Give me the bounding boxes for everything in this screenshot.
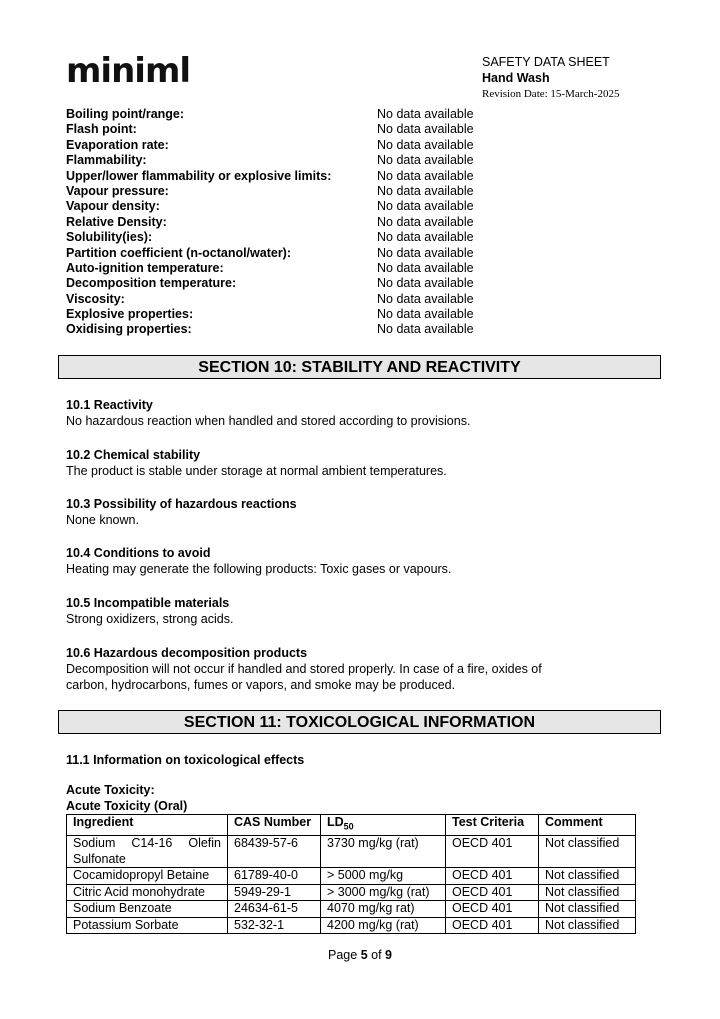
property-value: No data available [377, 168, 474, 183]
property-value: No data available [377, 307, 474, 322]
property-value: No data available [377, 230, 474, 245]
property-name: Flash point: [66, 122, 137, 137]
page-word: Page [328, 948, 358, 962]
property-name: Relative Density: [66, 214, 167, 229]
cell-comment: Not classified [539, 901, 636, 918]
subsection-10-6 [66, 645, 646, 693]
table-row [67, 917, 636, 934]
property-value: No data available [377, 137, 474, 152]
cell-test-criteria: OECD 401 [446, 901, 539, 918]
cell-comment: Not classified [539, 917, 636, 934]
col-ingredient: Ingredient [67, 815, 228, 836]
property-row [66, 246, 626, 261]
revision-date: Revision Date: 15-March-2025 [482, 88, 620, 100]
logo-text: miniml [66, 51, 191, 91]
cell-comment: Not classified [539, 868, 636, 885]
cell-test-criteria: OECD 401 [446, 917, 539, 934]
cell-ld50: 4070 mg/kg rat) [321, 901, 446, 918]
page-footer [0, 948, 720, 962]
property-row [66, 215, 626, 230]
property-name: Boiling point/range: [66, 107, 185, 121]
subsection-text: Decomposition will not occur if handled and stored properly. In case of a fire, oxides of [66, 662, 542, 676]
subsection-text: carbon, hydrocarbons, fumes or vapors, and smoke may be produced. [66, 678, 456, 692]
property-row [66, 184, 626, 199]
property-value: No data available [377, 153, 474, 168]
property-row [66, 107, 626, 122]
cell-cas: 24634-61-5 [228, 901, 321, 918]
section-11-title: SECTION 11: TOXICOLOGICAL INFORMATION [58, 710, 661, 734]
property-row [66, 276, 626, 291]
property-name: Solubility(ies): [66, 230, 153, 245]
property-row [66, 169, 626, 184]
document-header [482, 54, 619, 102]
subsection-10-4 [66, 545, 646, 577]
property-name: Flammability: [66, 153, 147, 168]
subsection-text: None known. [66, 513, 139, 527]
property-name: Auto-ignition temperature: [66, 260, 224, 275]
col-cas: CAS Number [228, 815, 321, 836]
col-ld50 [321, 815, 446, 836]
cell-comment: Not classified [539, 836, 636, 868]
ingredient-line: Sodium Benzoate [73, 901, 172, 915]
ingredient-line: Citric Acid monohydrate [73, 884, 206, 899]
col-test-criteria: Test Criteria [446, 815, 539, 836]
property-value: No data available [377, 260, 474, 275]
doc-type: SAFETY DATA SHEET [482, 55, 610, 69]
table-row [67, 836, 636, 868]
property-row [66, 122, 626, 137]
cell-ld50: > 3000 mg/kg (rat) [321, 884, 446, 901]
subsection-heading: 11.1 Information on toxicological effects [66, 753, 305, 767]
ingredient-line: Sodium C14-16 Olefin [73, 836, 221, 850]
property-value: No data available [377, 214, 474, 229]
acute-toxicity-table [66, 814, 636, 934]
table-header-row [67, 815, 636, 836]
property-name: Vapour density: [66, 199, 160, 214]
subsection-10-5 [66, 595, 646, 627]
property-value: No data available [377, 291, 474, 306]
property-value: No data available [377, 183, 474, 198]
property-row [66, 322, 626, 337]
property-row [66, 138, 626, 153]
ld-label: LD [327, 815, 344, 829]
property-row [66, 153, 626, 168]
cell-cas: 5949-29-1 [228, 884, 321, 901]
ingredient-line: Cocamidopropyl Betaine [73, 868, 210, 882]
cell-cas: 532-32-1 [228, 917, 321, 934]
property-name: Decomposition temperature: [66, 276, 237, 291]
table-row [67, 868, 636, 885]
product-name: Hand Wash [482, 71, 550, 85]
property-row [66, 307, 626, 322]
subsection-text: Strong oxidizers, strong acids. [66, 612, 234, 626]
property-value: No data available [377, 322, 474, 337]
page-total: 9 [385, 948, 392, 962]
cell-comment: Not classified [539, 884, 636, 901]
miniml-logo [66, 50, 191, 92]
cell-ingredient [67, 884, 228, 901]
subsection-text: Heating may generate the following products: Toxic gases or vapours. [66, 562, 452, 576]
cell-ld50: 4200 mg/kg (rat) [321, 917, 446, 934]
subsection-10-1 [66, 397, 646, 429]
property-value: No data available [377, 107, 474, 121]
table-row [67, 884, 636, 901]
property-value: No data available [377, 245, 474, 260]
subsection-heading: 10.1 Reactivity [66, 398, 153, 412]
property-name: Evaporation rate: [66, 137, 169, 152]
acute-toxicity [66, 782, 646, 814]
col-comment: Comment [539, 815, 636, 836]
subsection-heading: 10.2 Chemical stability [66, 448, 201, 462]
ingredient-line: Potassium Sorbate [73, 917, 179, 932]
property-row [66, 230, 626, 245]
subsection-heading: 10.6 Hazardous decomposition products [66, 646, 308, 660]
cell-ld50: 3730 mg/kg (rat) [321, 836, 446, 868]
property-row [66, 199, 626, 214]
ld-subscript: 50 [343, 821, 354, 832]
property-row [66, 292, 626, 307]
acute-toxicity-heading: Acute Toxicity: [66, 783, 155, 797]
cell-test-criteria: OECD 401 [446, 836, 539, 868]
cell-test-criteria: OECD 401 [446, 884, 539, 901]
subsection-heading: 10.3 Possibility of hazardous reactions [66, 497, 297, 511]
property-name: Explosive properties: [66, 307, 194, 322]
table-body [67, 836, 636, 934]
property-value: No data available [377, 122, 474, 137]
subsection-heading: 10.5 Incompatible materials [66, 596, 230, 610]
acute-oral-heading: Acute Toxicity (Oral) [66, 799, 188, 813]
property-name: Oxidising properties: [66, 322, 192, 337]
toxicological-info [66, 752, 646, 768]
cell-ld50: > 5000 mg/kg [321, 868, 446, 885]
subsection-10-3 [66, 496, 646, 528]
property-name: Vapour pressure: [66, 183, 169, 198]
cell-ingredient [67, 901, 228, 918]
cell-ingredient [67, 868, 228, 885]
cell-cas: 61789-40-0 [228, 868, 321, 885]
property-row [66, 261, 626, 276]
property-value: No data available [377, 199, 474, 214]
cell-test-criteria: OECD 401 [446, 868, 539, 885]
cell-cas: 68439-57-6 [228, 836, 321, 868]
subsection-text: No hazardous reaction when handled and stored according to provisions. [66, 414, 471, 428]
subsection-text: The product is stable under storage at normal ambient temperatures. [66, 464, 447, 478]
cell-ingredient [67, 917, 228, 934]
physical-properties-list [66, 107, 626, 338]
property-value: No data available [377, 276, 474, 291]
section-10-title: SECTION 10: STABILITY AND REACTIVITY [58, 355, 661, 379]
subsection-10-2 [66, 447, 646, 479]
cell-ingredient [67, 836, 228, 868]
property-name: Upper/lower flammability or explosive limits: [66, 168, 332, 183]
table-row [67, 901, 636, 918]
subsection-heading: 10.4 Conditions to avoid [66, 546, 211, 560]
property-name: Viscosity: [66, 291, 125, 306]
ingredient-line: Sulfonate [73, 851, 126, 866]
of-word: of [371, 948, 382, 962]
property-name: Partition coefficient (n-octanol/water): [66, 245, 292, 260]
page-number: 5 [360, 948, 368, 962]
